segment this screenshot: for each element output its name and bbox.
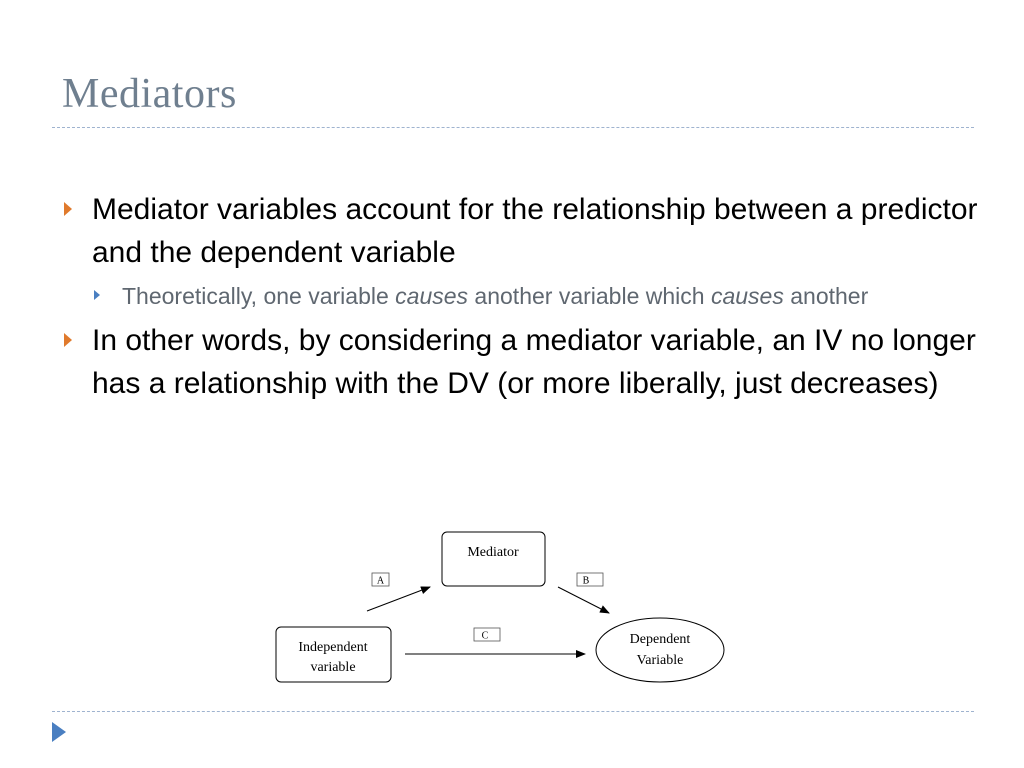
emphasis-causes: causes — [395, 283, 469, 309]
emphasis-causes: causes — [710, 283, 784, 309]
path-b-label: B — [582, 575, 590, 587]
dependent-label-line1: Dependent — [629, 632, 691, 647]
bullet-text: Mediator variables account for the relationship between a predictor and the dependent variable — [92, 193, 978, 269]
path-b-label-box — [577, 573, 603, 586]
path-a-arrow — [367, 587, 430, 611]
bullet-text: In other words, by considering a mediator variable, an IV no longer has a relationship with the DV (or more liberally, just decreases) — [92, 324, 976, 400]
dependent-ellipse — [596, 618, 724, 682]
path-c-label: C — [481, 630, 489, 642]
next-slide-icon[interactable] — [52, 722, 66, 742]
slide-title: Mediators — [62, 71, 237, 117]
sub-bullet-text-part: Theoretically, one variable — [122, 283, 396, 309]
mediator-label: Mediator — [467, 545, 519, 560]
path-b-arrow — [558, 587, 609, 613]
sub-bullet-text-part: another — [783, 283, 869, 309]
independent-label-line1: Independent — [298, 640, 368, 655]
independent-label-line2: variable — [310, 660, 356, 675]
footer-divider — [52, 711, 974, 712]
sub-bullet-text-part: another variable which — [468, 283, 711, 309]
dependent-label-line2: Variable — [636, 653, 684, 668]
path-a-label: A — [376, 575, 385, 587]
